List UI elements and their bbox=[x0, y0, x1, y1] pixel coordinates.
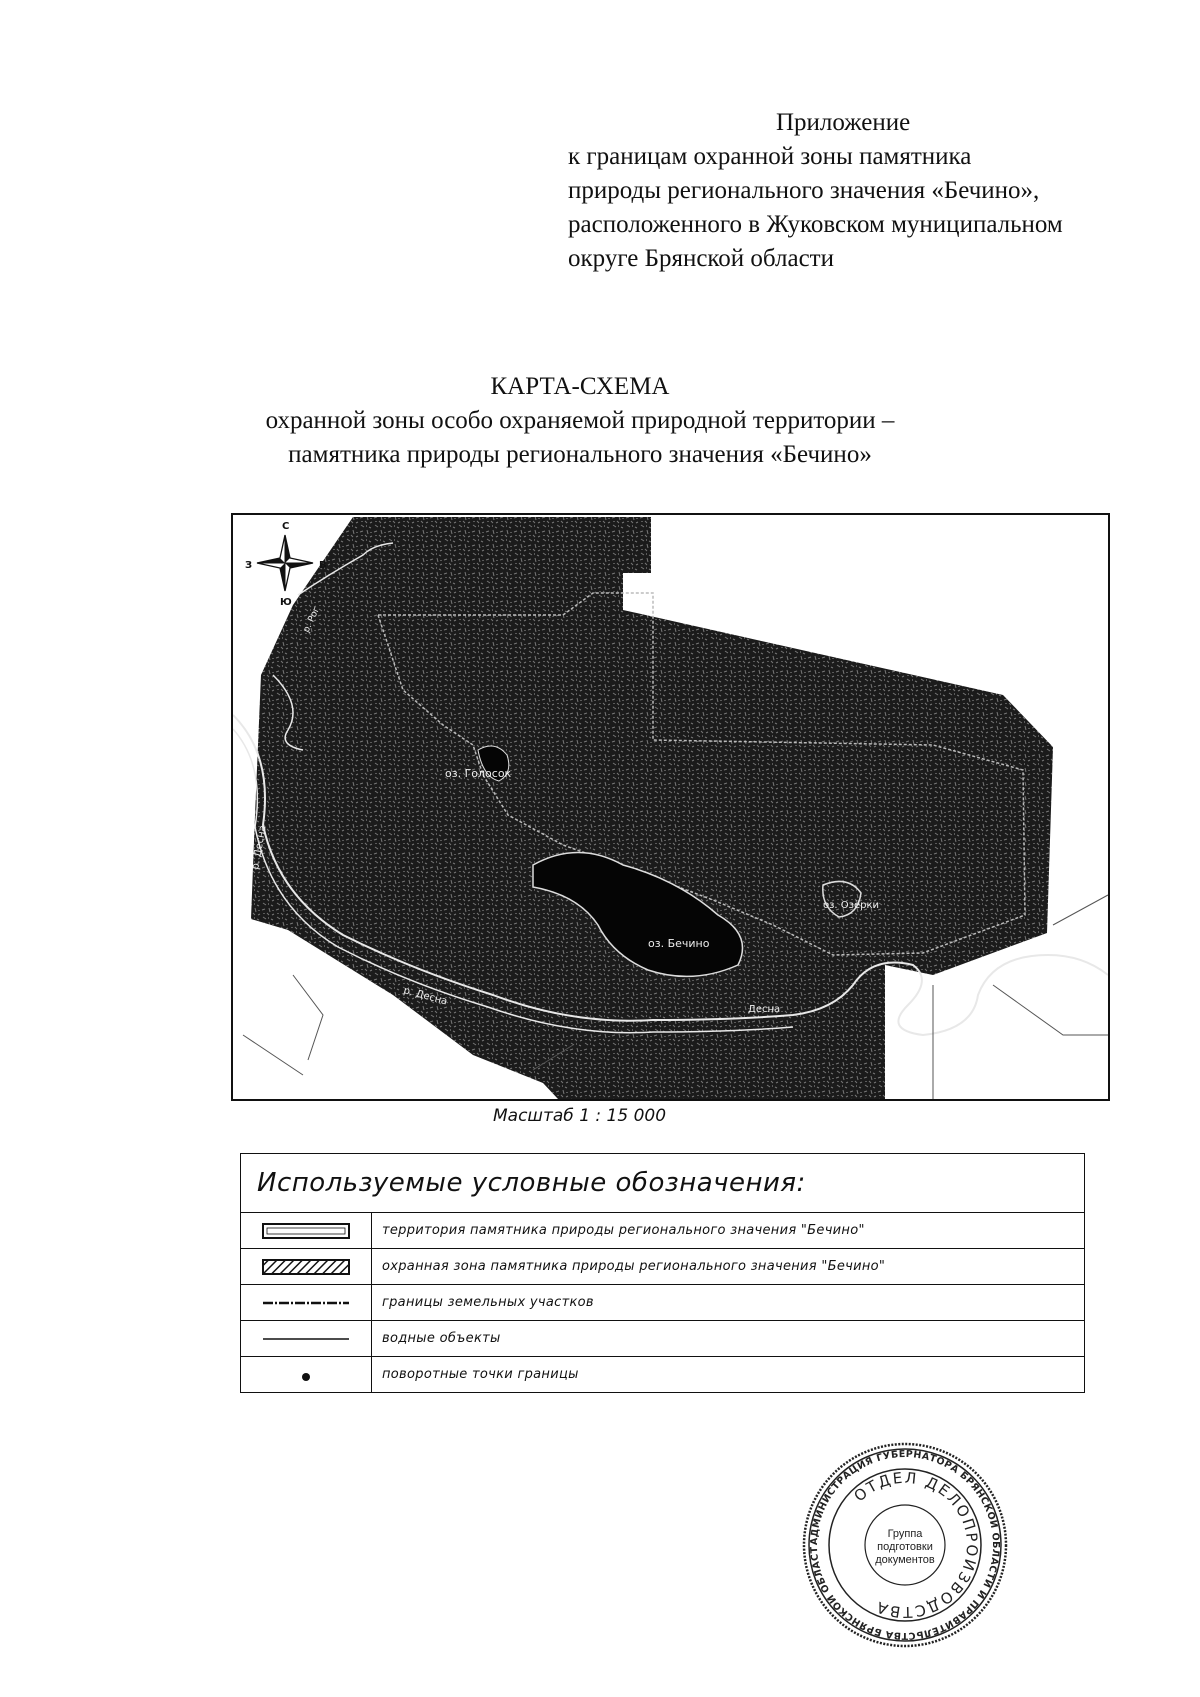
legend-text: границы земельных участков bbox=[382, 1295, 594, 1310]
label-river-upper: р. Рог bbox=[301, 605, 323, 635]
map-scheme bbox=[231, 513, 1110, 1101]
label-ozerki: оз. Озёрки bbox=[823, 900, 880, 911]
compass-n: С bbox=[282, 521, 290, 532]
hatched-zone-icon bbox=[241, 1249, 372, 1284]
dashed-line-icon bbox=[241, 1285, 372, 1320]
title-line: памятника природы регионального значения «Бечино» bbox=[288, 441, 872, 468]
appendix-line: расположенного в Жуковском муниципальном bbox=[568, 211, 1063, 238]
map-svg bbox=[233, 515, 1108, 1099]
territory-outline-icon bbox=[241, 1213, 372, 1248]
label-bechino: оз. Бечино bbox=[648, 937, 710, 950]
label-desna: р. Десна bbox=[402, 985, 449, 1008]
label-desna: р. Десна bbox=[250, 824, 269, 871]
solid-line-icon bbox=[241, 1321, 372, 1356]
document-title bbox=[200, 370, 960, 472]
compass-w: З bbox=[245, 560, 253, 571]
legend-text: поворотные точки границы bbox=[382, 1367, 579, 1382]
map-scale: Масштаб 1 : 15 000 bbox=[493, 1106, 667, 1126]
legend-text: водные объекты bbox=[382, 1331, 501, 1346]
appendix-heading: Приложение bbox=[776, 109, 911, 136]
legend-row bbox=[241, 1249, 1084, 1285]
appendix-block bbox=[568, 106, 1188, 276]
compass-s: Ю bbox=[280, 597, 292, 608]
label-golosok: оз. Голосок bbox=[445, 767, 512, 780]
stamp-center-line: Группа bbox=[887, 1528, 923, 1540]
legend-table bbox=[240, 1153, 1085, 1393]
legend-row bbox=[241, 1357, 1084, 1392]
compass-e: В bbox=[319, 560, 327, 571]
appendix-line: округе Брянской области bbox=[568, 245, 834, 272]
official-stamp bbox=[800, 1440, 1010, 1650]
stamp-outer-text: АДМИНИСТРАЦИЯ ГУБЕРНАТОРА БРЯНСКОЙ ОБЛАСТИ И ПРАВИТЕЛЬСТВА БРЯНСКОЙ ОБЛАСТ bbox=[808, 1448, 1002, 1642]
title-heading: КАРТА-СХЕМА bbox=[490, 373, 670, 400]
legend-text: охранная зона памятника природы регионального значения "Бечино" bbox=[382, 1259, 886, 1274]
title-line: охранной зоны особо охраняемой природной территории – bbox=[265, 407, 895, 434]
legend-row bbox=[241, 1213, 1084, 1249]
legend-row bbox=[241, 1321, 1084, 1357]
compass-rose-icon bbox=[257, 535, 313, 591]
stamp-center-line: подготовки bbox=[877, 1541, 933, 1553]
dot-icon bbox=[241, 1357, 372, 1392]
appendix-line: к границам охранной зоны памятника bbox=[568, 143, 972, 170]
legend-row bbox=[241, 1285, 1084, 1321]
stamp-center-line: документов bbox=[875, 1554, 935, 1566]
appendix-line: природы регионального значения «Бечино», bbox=[568, 177, 1040, 204]
label-desna: Десна bbox=[748, 1004, 781, 1015]
stamp-inner-text: ОТДЕЛ ДЕЛОПРОИЗВОДСТВА bbox=[850, 1468, 982, 1622]
legend-text: территория памятника природы регионального значения "Бечино" bbox=[382, 1223, 865, 1238]
legend-title: Используемые условные обозначения: bbox=[241, 1154, 1084, 1213]
